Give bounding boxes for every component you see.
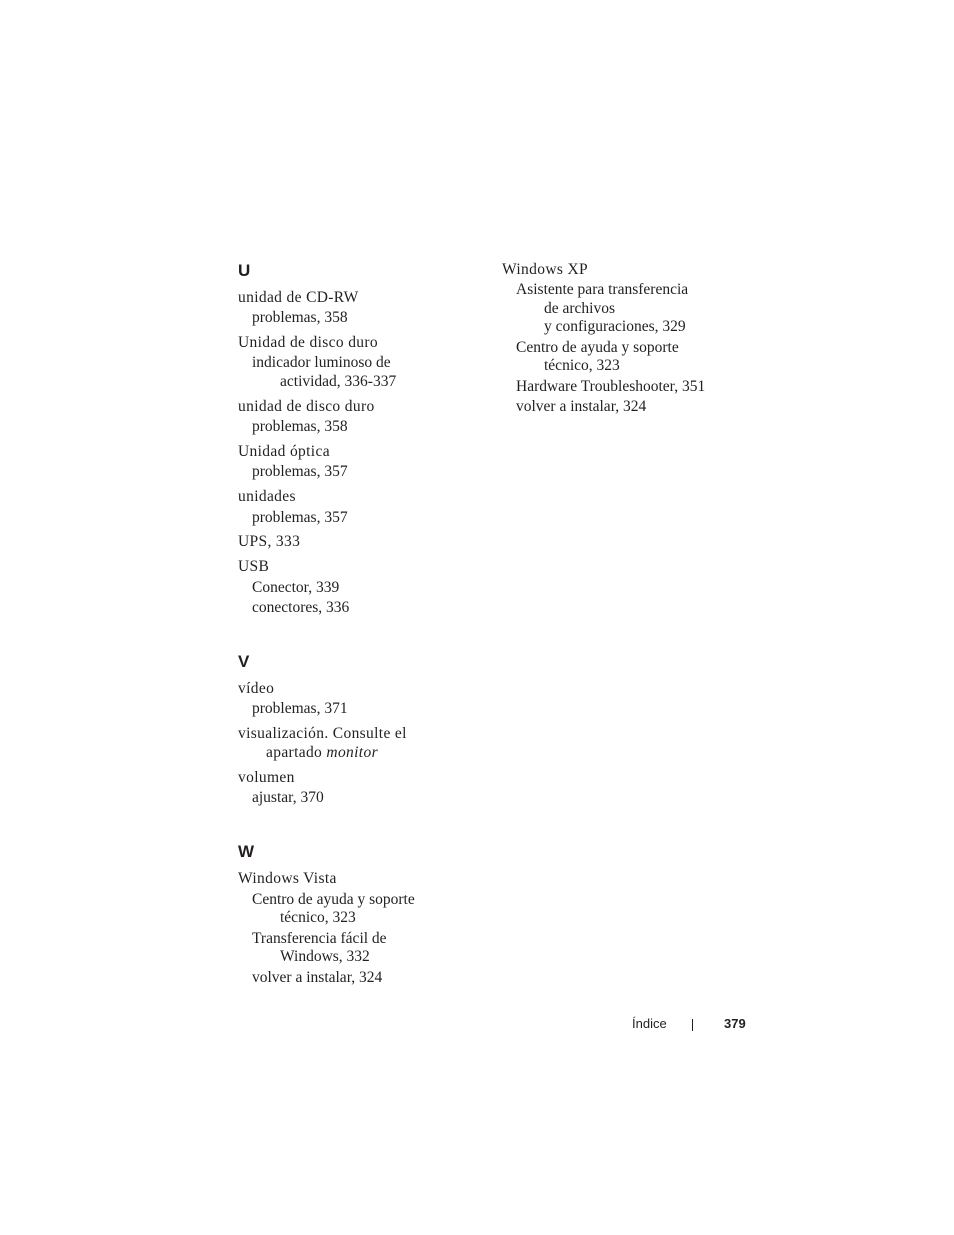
index-entry: USB <box>238 558 270 575</box>
index-subentry: problemas, 357 <box>252 463 348 480</box>
section-heading-u: U <box>238 261 251 280</box>
index-subentry-continuation: técnico, 323 <box>280 909 356 926</box>
index-entry: vídeo <box>238 680 275 697</box>
index-subentry: problemas, 358 <box>252 418 348 435</box>
index-subentry: conectores, 336 <box>252 599 350 616</box>
index-subentry-continuation: actividad, 336-337 <box>280 373 397 390</box>
index-entry-continuation <box>266 743 378 762</box>
index-subentry: Conector, 339 <box>252 579 340 596</box>
index-subentry: problemas, 357 <box>252 509 348 526</box>
index-entry: Unidad óptica <box>238 443 330 460</box>
index-subentry-continuation: Windows, 332 <box>280 948 370 965</box>
cross-reference-target: monitor <box>326 744 378 761</box>
index-entry: unidad de disco duro <box>238 398 375 415</box>
cross-reference-text: apartado <box>266 744 323 761</box>
index-subentry: problemas, 371 <box>252 700 348 717</box>
section-heading-v: V <box>238 652 250 671</box>
index-subentry: indicador luminoso de <box>252 354 391 371</box>
index-subentry: volver a instalar, 324 <box>252 969 383 986</box>
index-subentry: ajustar, 370 <box>252 789 324 806</box>
index-entry: UPS, 333 <box>238 533 301 550</box>
index-subentry-continuation: de archivos <box>544 300 616 317</box>
index-subentry: Hardware Troubleshooter, 351 <box>516 378 706 395</box>
index-entry: visualización. Consulte el <box>238 725 407 742</box>
index-subentry: Transferencia fácil de <box>252 930 387 947</box>
index-entry: volumen <box>238 769 295 786</box>
index-entry: Windows Vista <box>238 870 337 887</box>
index-subentry: volver a instalar, 324 <box>516 398 647 415</box>
footer-separator <box>692 1019 693 1031</box>
index-subentry: problemas, 358 <box>252 309 348 326</box>
index-entry: Unidad de disco duro <box>238 334 379 351</box>
footer-label: Índice <box>632 1016 667 1031</box>
index-subentry: Centro de ayuda y soporte <box>252 891 415 908</box>
page-number: 379 <box>724 1016 746 1031</box>
index-subentry: Centro de ayuda y soporte <box>516 339 679 356</box>
index-subentry-continuation: y configuraciones, 329 <box>544 318 686 335</box>
index-entry: Windows XP <box>502 261 588 278</box>
index-entry: unidades <box>238 488 296 505</box>
index-subentry: Asistente para transferencia <box>516 281 689 298</box>
section-heading-w: W <box>238 842 255 861</box>
index-subentry-continuation: técnico, 323 <box>544 357 620 374</box>
index-entry: unidad de CD-RW <box>238 289 359 306</box>
